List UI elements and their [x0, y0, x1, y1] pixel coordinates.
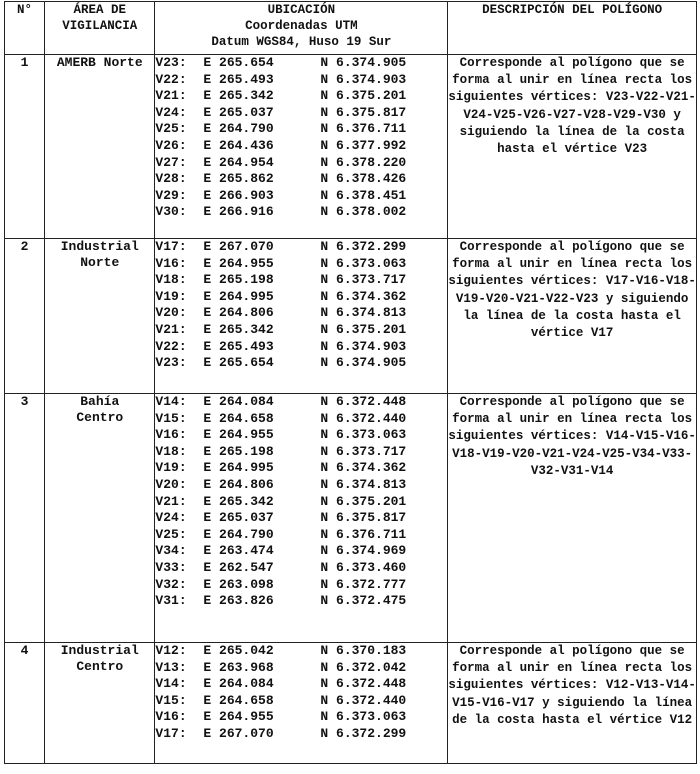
vertex-row: [155, 322, 447, 339]
vertex-coordinates: [155, 55, 448, 239]
row-number: 2: [5, 239, 45, 394]
vertex-row: [155, 577, 447, 594]
easting-value: E 264.436: [203, 137, 274, 153]
vertex-label: V25:: [155, 121, 187, 137]
easting-value: E 264.084: [203, 676, 274, 692]
polygon-description: Corresponde al polígono que se forma al unir en línea recta los siguientes vértices: V23-V22-V21-V24-V25-V26-V27-V28-V29-V30 y siguiendo la línea de la costa hasta el vértice V23: [448, 55, 697, 239]
northing-value: N 6.374.362: [320, 460, 407, 476]
easting-value: E 264.790: [203, 121, 274, 137]
vertex-coordinates: [155, 643, 448, 764]
northing-value: N 6.372.299: [320, 725, 407, 741]
vertex-label: V17:: [155, 239, 187, 254]
vertex-label: V12:: [155, 643, 187, 658]
easting-value: E 265.493: [203, 338, 274, 354]
northing-value: N 6.378.426: [320, 171, 407, 187]
northing-value: N 6.372.440: [320, 410, 407, 426]
header-location: [155, 2, 448, 55]
vertex-row: [155, 527, 447, 544]
vertex-row: [155, 510, 447, 527]
vertex-row: [155, 355, 447, 372]
northing-value: N 6.374.905: [320, 55, 407, 70]
area-name-text: AMERB Norte: [56, 55, 143, 70]
northing-value: N 6.375.201: [320, 493, 407, 509]
easting-value: E 265.654: [203, 55, 274, 70]
easting-value: E 265.342: [203, 88, 274, 104]
northing-value: N 6.378.002: [320, 204, 407, 220]
easting-value: E 264.806: [203, 305, 274, 321]
northing-value: N 6.373.460: [320, 559, 407, 575]
vertex-row: [155, 660, 447, 677]
table-row: [5, 394, 697, 643]
table-row: [5, 55, 697, 239]
vertex-label: V25:: [155, 526, 187, 542]
vertex-row: [155, 188, 447, 205]
easting-value: E 267.070: [203, 725, 274, 741]
vertex-row: [155, 155, 447, 172]
vertex-coordinates: [155, 394, 448, 643]
area-name: [45, 239, 155, 394]
easting-value: E 264.658: [203, 692, 274, 708]
area-name-text: Industrial Norte: [60, 239, 139, 270]
vertex-label: V15:: [155, 692, 187, 708]
vertex-row: [155, 55, 447, 72]
header-location-datum: Datum WGS84, Huso 19 Sur: [211, 35, 392, 49]
vertex-label: V30:: [155, 204, 187, 220]
vertex-row: [155, 105, 447, 122]
vertex-label: V14:: [155, 394, 187, 409]
row-number: 1: [5, 55, 45, 239]
vertex-label: V17:: [155, 725, 187, 741]
vertex-label: V19:: [155, 288, 187, 304]
northing-value: N 6.375.201: [320, 321, 407, 337]
vertex-row: [155, 543, 447, 560]
easting-value: E 263.826: [203, 593, 274, 609]
vertex-row: [155, 121, 447, 138]
vertex-label: V31:: [155, 593, 187, 609]
vertex-label: V23:: [155, 355, 187, 371]
table-row: [5, 239, 697, 394]
northing-value: N 6.376.711: [320, 526, 407, 542]
vertex-row: [155, 560, 447, 577]
area-name: [45, 643, 155, 764]
table-header-row: [5, 2, 697, 55]
northing-value: N 6.372.299: [320, 239, 407, 254]
northing-value: N 6.372.042: [320, 659, 407, 675]
vertex-label: V23:: [155, 55, 187, 70]
table-row: [5, 643, 697, 764]
vertex-coordinates: [155, 239, 448, 394]
easting-value: E 264.806: [203, 476, 274, 492]
vertex-row: [155, 256, 447, 273]
vertex-label: V21:: [155, 493, 187, 509]
vertex-label: V32:: [155, 576, 187, 592]
vertex-row: [155, 593, 447, 610]
area-name-text: Bahía Centro: [76, 394, 124, 425]
easting-value: E 265.042: [203, 643, 274, 658]
northing-value: N 6.374.813: [320, 305, 407, 321]
vertex-row: [155, 444, 447, 461]
vertex-label: V33:: [155, 559, 187, 575]
easting-value: E 262.547: [203, 559, 274, 575]
vertex-label: V27:: [155, 154, 187, 170]
vertex-label: V22:: [155, 338, 187, 354]
northing-value: N 6.375.817: [320, 510, 407, 526]
easting-value: E 264.084: [203, 394, 274, 409]
easting-value: E 263.968: [203, 659, 274, 675]
easting-value: E 265.862: [203, 171, 274, 187]
vertex-row: [155, 460, 447, 477]
vertex-label: V18:: [155, 443, 187, 459]
easting-value: E 264.790: [203, 526, 274, 542]
northing-value: N 6.372.440: [320, 692, 407, 708]
vertex-row: [155, 726, 447, 743]
northing-value: N 6.374.903: [320, 71, 407, 87]
northing-value: N 6.378.451: [320, 187, 407, 203]
easting-value: E 263.098: [203, 576, 274, 592]
easting-value: E 265.493: [203, 71, 274, 87]
northing-value: N 6.374.362: [320, 288, 407, 304]
vertex-label: V26:: [155, 137, 187, 153]
vertex-row: [155, 494, 447, 511]
area-name-text: Industrial Centro: [60, 643, 139, 674]
polygon-description: Corresponde al polígono que se forma al unir en línea recta los siguientes vértices: V12-V13-V14-V15-V16-V17 y siguiendo la línea de la costa hasta el vértice V12: [448, 643, 697, 764]
northing-value: N 6.374.903: [320, 338, 407, 354]
header-num: N°: [5, 2, 45, 55]
vertex-label: V20:: [155, 305, 187, 321]
northing-value: N 6.372.448: [320, 394, 407, 409]
vertex-label: V34:: [155, 543, 187, 559]
vertex-row: [155, 411, 447, 428]
easting-value: E 267.070: [203, 239, 274, 254]
easting-value: E 265.342: [203, 321, 274, 337]
easting-value: E 264.955: [203, 255, 274, 271]
vertex-label: V24:: [155, 104, 187, 120]
vertex-label: V21:: [155, 88, 187, 104]
easting-value: E 265.342: [203, 493, 274, 509]
vertex-row: [155, 72, 447, 89]
easting-value: E 265.037: [203, 104, 274, 120]
vertex-label: V15:: [155, 410, 187, 426]
vertex-row: [155, 239, 447, 256]
vertex-row: [155, 171, 447, 188]
vertex-label: V16:: [155, 427, 187, 443]
header-area-label: ÁREA DE VIGILANCIA: [62, 3, 138, 33]
easting-value: E 264.995: [203, 288, 274, 304]
vertex-label: V16:: [155, 709, 187, 725]
polygon-description: Corresponde al polígono que se forma al unir en línea recta los siguientes vértices: V14-V15-V16-V18-V19-V20-V21-V24-V25-V34-V33-V32-V31-V14: [448, 394, 697, 643]
northing-value: N 6.376.711: [320, 121, 407, 137]
easting-value: E 264.955: [203, 709, 274, 725]
vertex-label: V21:: [155, 321, 187, 337]
northing-value: N 6.373.063: [320, 427, 407, 443]
easting-value: E 266.903: [203, 187, 274, 203]
easting-value: E 265.654: [203, 355, 274, 371]
vertex-row: [155, 204, 447, 221]
vertex-label: V19:: [155, 460, 187, 476]
northing-value: N 6.373.063: [320, 709, 407, 725]
northing-value: N 6.372.475: [320, 593, 407, 609]
northing-value: N 6.372.448: [320, 676, 407, 692]
easting-value: E 265.037: [203, 510, 274, 526]
northing-value: N 6.374.905: [320, 355, 407, 371]
vertex-row: [155, 676, 447, 693]
vertex-label: V18:: [155, 272, 187, 288]
header-location-subtitle: Coordenadas UTM: [245, 19, 358, 33]
vertex-row: [155, 709, 447, 726]
northing-value: N 6.373.717: [320, 443, 407, 459]
northing-value: N 6.370.183: [320, 643, 407, 658]
vertex-row: [155, 138, 447, 155]
easting-value: E 264.658: [203, 410, 274, 426]
northing-value: N 6.372.777: [320, 576, 407, 592]
vertex-label: V13:: [155, 659, 187, 675]
vertex-label: V24:: [155, 510, 187, 526]
vertex-row: [155, 289, 447, 306]
area-name: [45, 55, 155, 239]
row-number: 4: [5, 643, 45, 764]
vertex-label: V16:: [155, 255, 187, 271]
northing-value: N 6.374.813: [320, 476, 407, 492]
vertex-label: V20:: [155, 476, 187, 492]
northing-value: N 6.374.969: [320, 543, 407, 559]
header-location-title: UBICACIÓN: [267, 3, 336, 17]
easting-value: E 263.474: [203, 543, 274, 559]
northing-value: N 6.375.817: [320, 104, 407, 120]
vertex-row: [155, 394, 447, 411]
easting-value: E 265.198: [203, 443, 274, 459]
vertex-label: V14:: [155, 676, 187, 692]
easting-value: E 264.954: [203, 154, 274, 170]
northing-value: N 6.373.063: [320, 255, 407, 271]
vertex-label: V29:: [155, 187, 187, 203]
vertex-row: [155, 88, 447, 105]
northing-value: N 6.373.717: [320, 272, 407, 288]
vertex-label: V28:: [155, 171, 187, 187]
vertex-row: [155, 427, 447, 444]
header-description: DESCRIPCIÓN DEL POLÍGONO: [448, 2, 697, 55]
surveillance-areas-table: [4, 1, 697, 764]
area-name: [45, 394, 155, 643]
vertex-row: [155, 477, 447, 494]
easting-value: E 264.995: [203, 460, 274, 476]
easting-value: E 265.198: [203, 272, 274, 288]
vertex-row: [155, 305, 447, 322]
header-area: [45, 2, 155, 55]
vertex-row: [155, 339, 447, 356]
northing-value: N 6.377.992: [320, 137, 407, 153]
vertex-label: V22:: [155, 71, 187, 87]
northing-value: N 6.378.220: [320, 154, 407, 170]
vertex-row: [155, 643, 447, 660]
easting-value: E 264.955: [203, 427, 274, 443]
vertex-row: [155, 272, 447, 289]
easting-value: E 266.916: [203, 204, 274, 220]
vertex-row: [155, 693, 447, 710]
northing-value: N 6.375.201: [320, 88, 407, 104]
polygon-description: Corresponde al polígono que se forma al unir en línea recta los siguientes vértices: V17-V16-V18-V19-V20-V21-V22-V23 y siguiendo la línea de la costa hasta el vértice V17: [448, 239, 697, 394]
row-number: 3: [5, 394, 45, 643]
